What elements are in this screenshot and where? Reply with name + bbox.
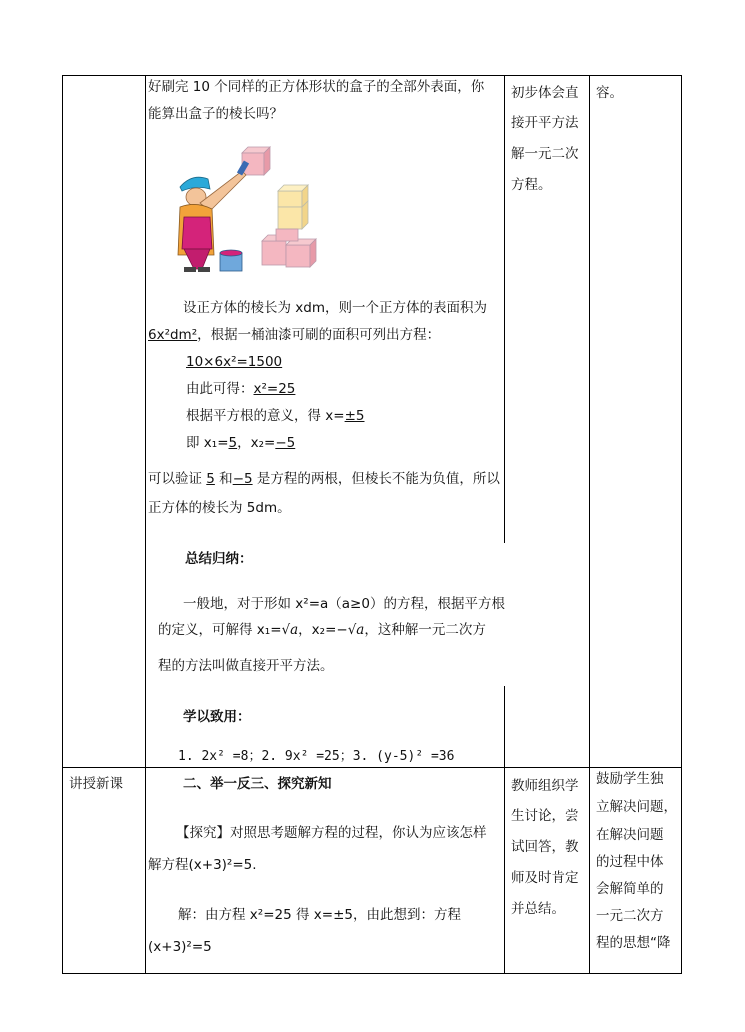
row1-col3-line-3: 解一元二次: [511, 146, 579, 162]
summary-line-2: [158, 621, 486, 639]
row1-col3-line-1: 初步体会直: [511, 85, 579, 101]
verify-root1: 5: [206, 471, 215, 487]
row2-col4-line-3: 在解决问题: [596, 827, 664, 843]
pink-cube-pile: [262, 229, 316, 267]
summary-2b: ，x₂=−: [298, 622, 348, 638]
verify-line-2: 正方体的棱长为 5dm。: [148, 500, 291, 516]
explore-text: 对照思考题解方程的过程，你认为应该怎样: [230, 825, 487, 841]
problem-line-1: 好刷完 10 个同样的正方体形状的盒子的全部外表面，你: [148, 79, 485, 95]
verify-root2: −5: [232, 471, 253, 487]
solve-line-1: 解：由方程 x²=25 得 x=±5，由此想到：方程: [178, 907, 461, 923]
solution-line-2-rest: ，根据一桶油漆可刷的面积可列出方程：: [197, 327, 441, 343]
row2-col4-line-2: 立解决问题，: [596, 799, 677, 815]
yellow-cube-stack: [278, 185, 308, 229]
table-right-border: [681, 75, 682, 974]
row2-col4-line-1: 鼓励学生独: [596, 771, 664, 787]
explore-line-1: [176, 824, 487, 842]
solution-step-3: [186, 407, 365, 425]
cube-being-painted: [242, 147, 270, 175]
row2-col3-line-3: 试回答，教: [511, 839, 579, 855]
row2-col3-line-1: 教师组织学: [511, 778, 579, 794]
step4-root1: 5: [228, 435, 238, 451]
step4-a: 即 x₁=: [186, 435, 229, 451]
painter-cubes-illustration: [170, 145, 330, 275]
row1-col3-line-2: 接开平方法: [511, 115, 579, 131]
row2-col4-line-4: 的过程中体: [596, 854, 664, 870]
summary-2a: 的定义，可解得 x₁=: [158, 622, 282, 638]
apply-exercises: 1. 2x² =8；2. 9x² =25；3. (y-5)² =36: [178, 749, 455, 764]
row2-col1-label: 讲授新课: [69, 776, 123, 792]
verify-c: 和: [214, 471, 233, 487]
section-title: 二、举一反三、探究新知: [183, 776, 332, 792]
sqrt-a-2: √a: [347, 622, 365, 638]
solution-line-2: [148, 326, 440, 344]
step4-root2: −5: [275, 435, 296, 451]
sqrt-a-1: √a: [281, 622, 299, 638]
verify-a: 可以验证: [148, 471, 207, 487]
apply-heading: 学以致用：: [183, 709, 251, 725]
row1-col3-line-4: 方程。: [511, 177, 552, 193]
solve-line-2: (x+3)²=5: [148, 939, 212, 955]
solution-step-2: [186, 380, 295, 398]
step3-label: 根据平方根的意义，得 x=: [186, 408, 345, 424]
summary-line-3: 程的方法叫做直接开平方法。: [158, 658, 334, 674]
table-col2-divider-mid: [504, 686, 505, 768]
table-col3-divider: [589, 75, 590, 974]
solution-step-4: [186, 434, 295, 452]
problem-line-2: 能算出盒子的棱长吗？: [148, 106, 283, 122]
surface-area-expr: 6x²dm²: [148, 327, 198, 343]
summary-heading: 总结归纳：: [185, 551, 253, 567]
table-col2-divider-lower: [504, 767, 505, 974]
step3-expr: ±5: [344, 408, 365, 424]
table-col1-divider: [145, 75, 146, 974]
verify-e: 是方程的两根，但棱长不能为负值，所以: [252, 471, 500, 487]
paint-bucket: [220, 250, 242, 271]
row2-col3-line-2: 生讨论，尝: [511, 808, 579, 824]
row2-col3-line-5: 并总结。: [511, 901, 565, 917]
table-left-border: [62, 75, 63, 974]
verify-line-1: [148, 470, 500, 488]
step4-c: ，x₂=: [237, 435, 276, 451]
step2-label: 由此可得：: [186, 381, 254, 397]
row2-col3-line-4: 师及时肯定: [511, 870, 579, 886]
explore-line-2: 解方程(x+3)²=5.: [148, 857, 257, 873]
row2-col4-line-5: 会解简单的: [596, 881, 664, 897]
equation-main: 10×6x²=1500: [186, 354, 283, 370]
summary-2c: ，这种解一元二次方: [364, 622, 486, 638]
solution-line-1: 设正方体的棱长为 xdm，则一个正方体的表面积为: [183, 300, 487, 316]
row2-col4-line-6: 一元二次方: [596, 908, 664, 924]
explore-tag: 【探究】: [176, 825, 230, 841]
table-col2-divider-upper: [504, 75, 505, 543]
summary-line-1: 一般地，对于形如 x²=a（a≥0）的方程，根据平方根: [183, 596, 505, 612]
row1-col4-line-1: 容。: [596, 85, 623, 101]
row2-col4-line-7: 程的思想“降: [596, 935, 671, 951]
step2-expr: x²=25: [253, 381, 296, 397]
